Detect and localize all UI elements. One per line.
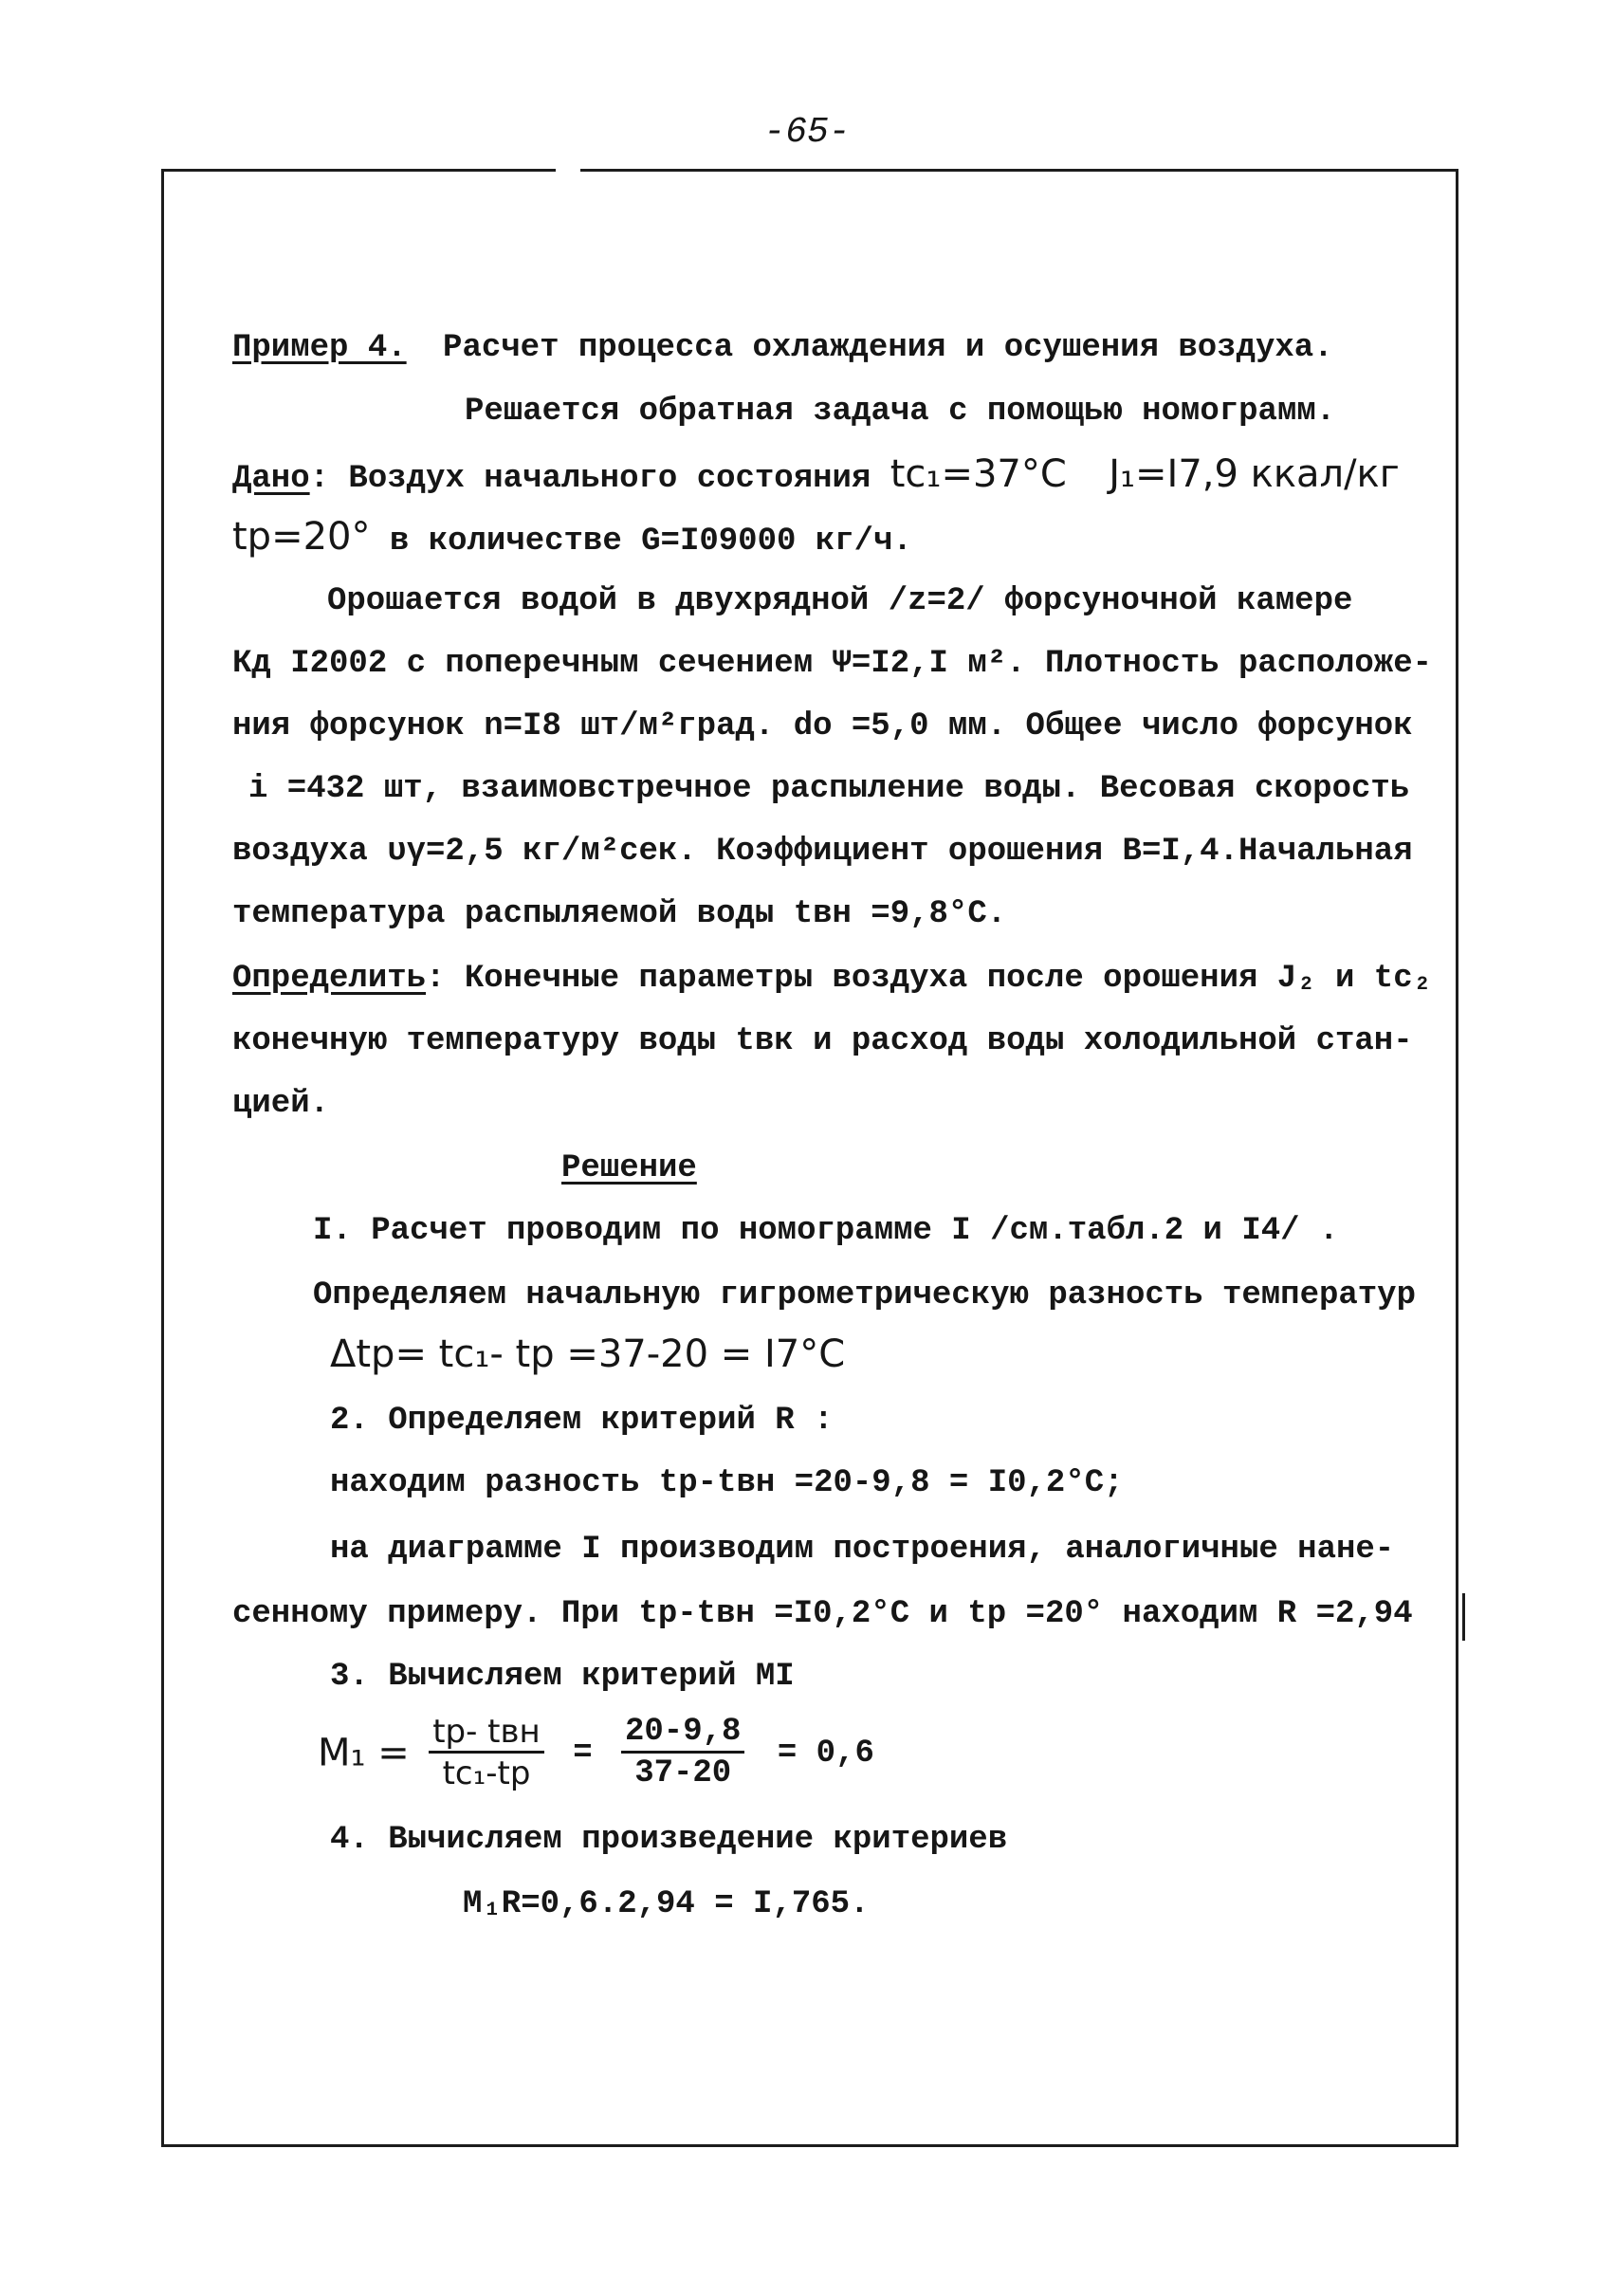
given-j1: J₁=I7,9 ккал/кг xyxy=(1109,452,1400,496)
determine-text: : Конечные параметры воздуха после орошения J₂ и tc₂ xyxy=(426,961,1433,997)
step-2-line-3: на диаграмме I производим построения, аналогичные нане- xyxy=(330,1532,1395,1568)
determine-line-3: цией. xyxy=(232,1086,330,1122)
paragraph-line-5: воздуха υγ=2,5 кг/м²сек. Коэффициент орошения B=I,4.Начальная xyxy=(232,834,1413,870)
step-2-line-2: находим разность tр-tвн =20-9,8 = I0,2°C; xyxy=(330,1465,1124,1501)
page-number: -65- xyxy=(763,112,851,153)
given-tc1: tc₁=37°C xyxy=(890,452,1067,496)
fraction-numeric xyxy=(621,1713,744,1793)
fraction-symbolic xyxy=(429,1713,544,1793)
determine-line-2: конечную температуру воды tвк и расход воды холодильной стан- xyxy=(232,1023,1413,1059)
example-heading xyxy=(232,327,1333,369)
paragraph-line-2: Кд I2002 с поперечным сечением Ψ=I2,I м². Плотность расположе- xyxy=(232,646,1433,682)
fraction-symbolic-denominator: tc₁-tр xyxy=(442,1754,531,1792)
example-title: Расчет процесса охлаждения и осушения воздуха. xyxy=(443,330,1333,366)
paragraph-line-4: i =432 шт, взаимовстречное распыление воды. Весовая скорость xyxy=(248,771,1410,807)
equals-sign: = xyxy=(573,1735,593,1772)
paragraph-line-1: Орошается водой в двухрядной /z=2/ форсуночной камере xyxy=(327,583,1353,619)
step-1-line-2: Определяем начальную гигрометрическую разность температур xyxy=(313,1277,1416,1313)
step-3: 3. Вычисляем критерий MI xyxy=(330,1659,795,1695)
example-label: Пример 4. xyxy=(232,330,407,366)
step-4: 4. Вычисляем произведение критериев xyxy=(330,1822,1008,1858)
step-4-formula: M₁R=0,6.2,94 = I,765. xyxy=(463,1886,870,1922)
step-1: I. Расчет проводим по номограмме I /см.табл.2 и I4/ . xyxy=(313,1213,1339,1249)
fraction-numeric-numerator: 20-9,8 xyxy=(621,1713,744,1754)
given-label: Дано xyxy=(232,461,310,497)
fraction-symbolic-numerator: tр- tвн xyxy=(429,1713,544,1754)
solution-title: Решение xyxy=(561,1150,697,1186)
margin-bracket xyxy=(1455,1593,1465,1641)
subtitle: Решается обратная задача с помощью номограмм. xyxy=(465,394,1336,430)
given-line-1 xyxy=(232,453,1400,500)
given-text: : Воздух начального состояния xyxy=(309,461,890,497)
given-quantity: в количестве G=I09000 кг/ч. xyxy=(370,523,912,560)
step-2-line-4: сенному примеру. При tр-tвн =I0,2°C и tр =20° находим R =2,94 xyxy=(232,1596,1413,1632)
determine-label: Определить xyxy=(232,961,427,997)
step-2: 2. Определяем критерий R : xyxy=(330,1403,834,1439)
paragraph-line-3: ния форсунок n=I8 шт/м²град. do =5,0 мм. Общее число форсунок xyxy=(232,708,1413,744)
paragraph-line-6: температура распыляемой воды tвн =9,8°C. xyxy=(232,896,1007,932)
fraction-numeric-denominator: 37-20 xyxy=(634,1755,732,1791)
step-1-formula: Δtр= tc₁- tр =37-20 = I7°C xyxy=(330,1332,846,1376)
m1-lhs: M₁ = xyxy=(318,1731,410,1775)
determine-line-1 xyxy=(232,958,1432,1000)
given-tp: tр=20° xyxy=(232,515,371,559)
step-3-formula xyxy=(318,1713,874,1793)
m1-result: = 0,6 xyxy=(777,1735,874,1772)
given-line-2 xyxy=(232,516,912,562)
